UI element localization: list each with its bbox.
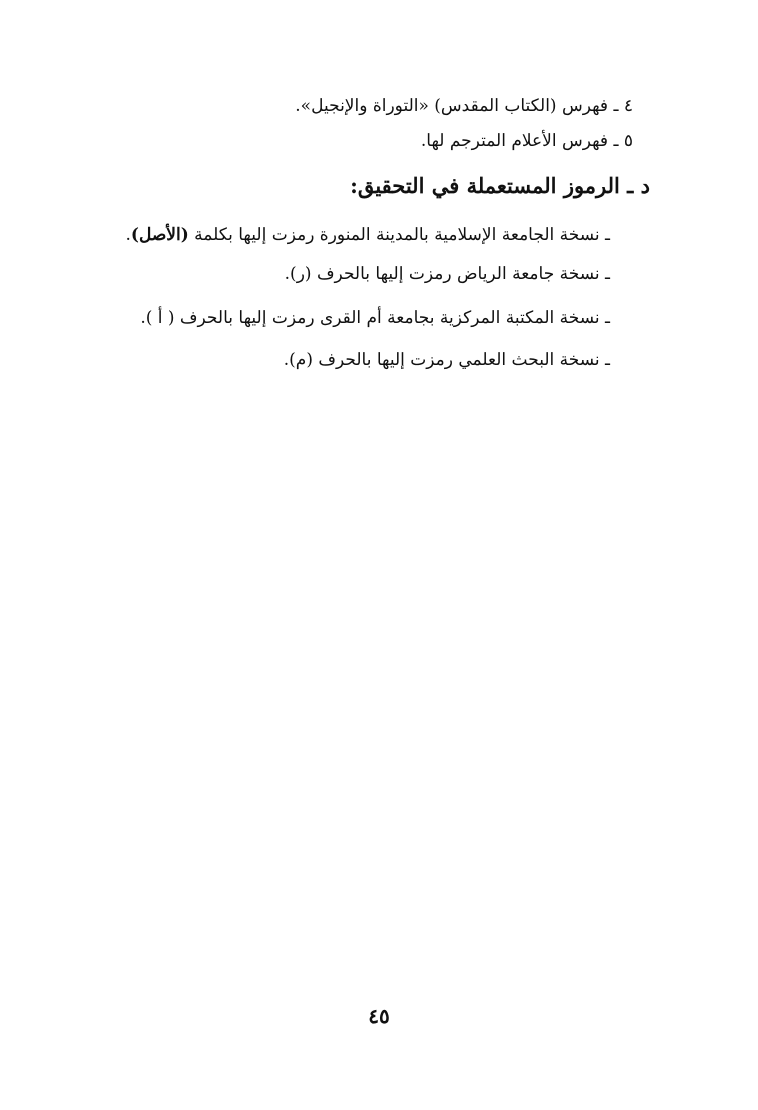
- page-number: ٤٥: [368, 1004, 390, 1028]
- symbol-item-original-text: ـ نسخة الجامعة الإسلامية بالمدينة المنورة رمزت إليها بكلمة: [188, 225, 610, 245]
- symbol-item-original-keyword: (الأصل): [130, 225, 189, 245]
- symbol-item-original-suffix: .: [125, 225, 131, 245]
- section-heading-symbols: د ـ الرموز المستعملة في التحقيق:: [350, 173, 650, 198]
- symbol-item-umm-al-qura: ـ نسخة المكتبة المركزية بجامعة أم القرى رمزت إليها بالحرف ( أ ).: [140, 308, 610, 328]
- symbol-item-riyadh: ـ نسخة جامعة الرياض رمزت إليها بالحرف (ر).: [284, 264, 610, 284]
- symbol-item-original: [126, 225, 610, 245]
- symbol-item-scientific-research: ـ نسخة البحث العلمي رمزت إليها بالحرف (م).: [283, 350, 610, 370]
- index-item-biographies: ٥ ـ فهرس الأعلام المترجم لها.: [420, 131, 633, 151]
- index-item-bible: ٤ ـ فهرس (الكتاب المقدس) «التوراة والإنجيل».: [295, 96, 633, 116]
